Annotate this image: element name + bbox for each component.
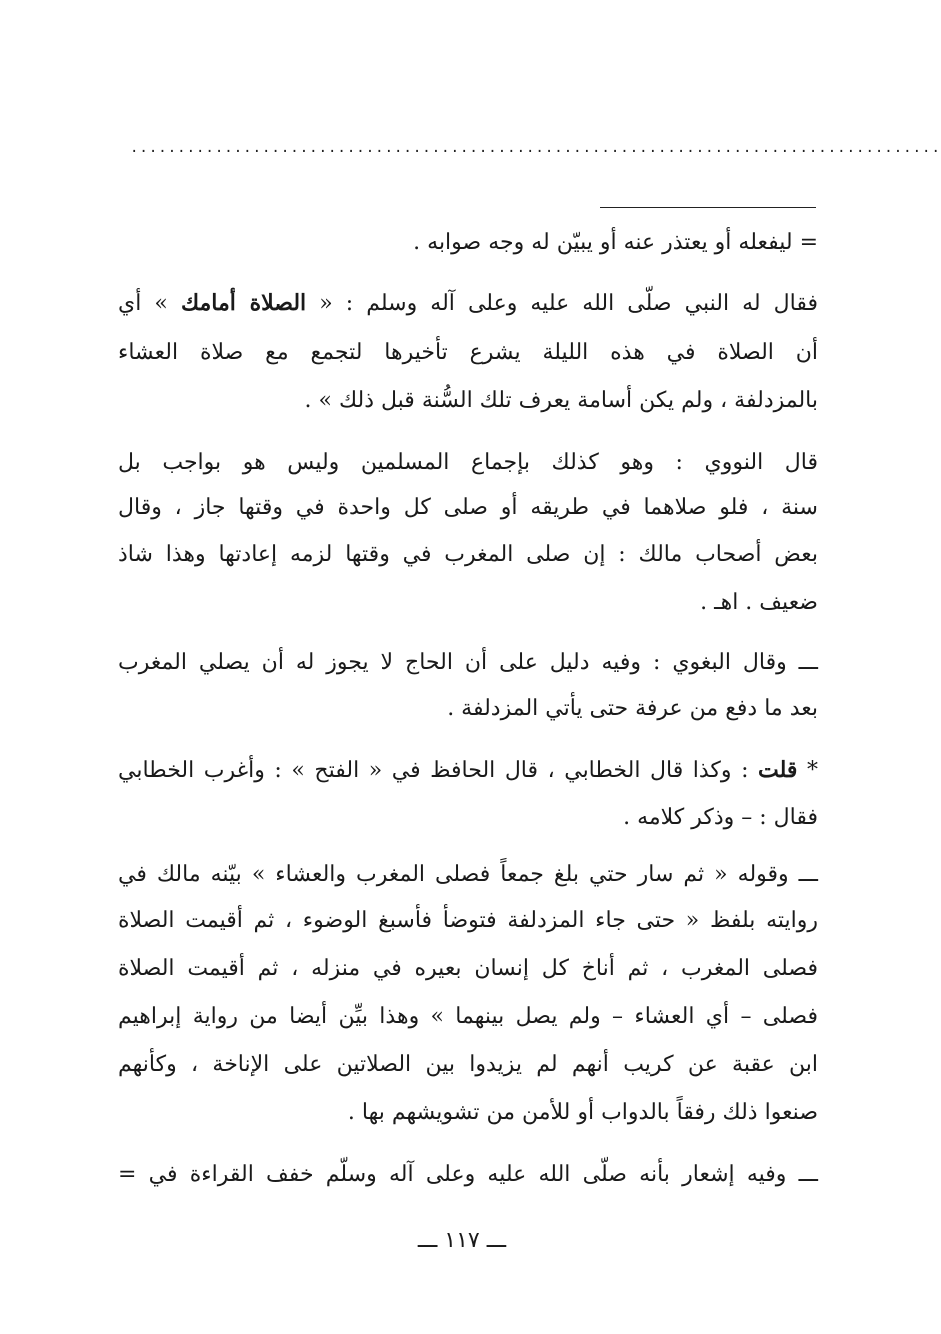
- dotted-separator: ......................................................................................: [130, 140, 941, 156]
- text-line: ضعيف . اهـ .: [700, 590, 818, 615]
- text-line: = ليفعله أو يعتذر عنه أو يبيّن له وجه صوابه .: [413, 230, 818, 255]
- bold-quote: الصلاة أمامك: [180, 290, 307, 316]
- text-line: فصلى المغرب ، ثم أناخ كل إنسان بعيره في منزله ، ثم أقيمت الصلاة: [118, 956, 819, 981]
- text-line: ـــ وقوله « ثم سار حتي بلغ جمعاً فصلى المغرب والعشاء » بيّنه مالك في: [118, 862, 818, 887]
- bold-qult: قلت: [758, 757, 798, 783]
- text-line: روايته بلفظ « حتى جاء المزدلفة فتوضأ فأسبغ الوضوء ، ثم أقيمت الصلاة: [118, 908, 818, 933]
- text-line: سنة ، فلو صلاهما في طريقه أو صلى كل واحدة في وقتها جاز ، وقال: [118, 495, 818, 520]
- footnote-rule: [600, 207, 816, 208]
- text-line: أن الصلاة في هذه الليلة يشرع تأخيرها لتجمع مع صلاة العشاء: [118, 340, 818, 365]
- text-line: بعد ما دفع من عرفة حتى يأتي المزدلفة .: [447, 696, 818, 721]
- text-line: * قلت : وكذا قال الخطابي ، قال الحافظ في « الفتح » : وأغرب الخطابي: [118, 757, 819, 783]
- text-line: صنعوا ذلك رفقاً بالدواب أو للأمن من تشويشهم بها .: [347, 1100, 818, 1125]
- text-line: فقال : – وذكر كلامه .: [623, 805, 818, 830]
- page-number: ـــ ١١٧ ـــ: [417, 1228, 507, 1253]
- text-line: بالمزدلفة ، ولم يكن أسامة يعرف تلك السُّنة قبل ذلك » .: [304, 388, 818, 413]
- text-line: قال النووي : وهو كذلك بإجماع المسلمين وليس هو بواجب بل: [118, 450, 818, 475]
- text-line: ـــ وفيه إشعار بأنه صلّى الله عليه وعلى آله وسلّم خفف القراءة في =: [118, 1162, 818, 1187]
- text-line: ابن عقبة عن كريب أنهم لم يزيدوا بين الصلاتين على الإناخة ، وكأنهم: [118, 1052, 818, 1077]
- text-line: ـــ وقال البغوي : وفيه دليل على أن الحاج لا يجوز له أن يصلي المغرب: [118, 650, 818, 675]
- text-line: فصلى – أي العشاء – ولم يصل بينهما » وهذا بيِّن أيضا من رواية إبراهيم: [118, 1004, 818, 1029]
- text-line: بعض أصحاب مالك : إن صلى المغرب في وقتها لزمه إعادتها وهذا شاذ: [118, 542, 818, 567]
- text-line: فقال له النبي صلّى الله عليه وعلى آله وسلم : « الصلاة أمامك » أي: [118, 290, 819, 316]
